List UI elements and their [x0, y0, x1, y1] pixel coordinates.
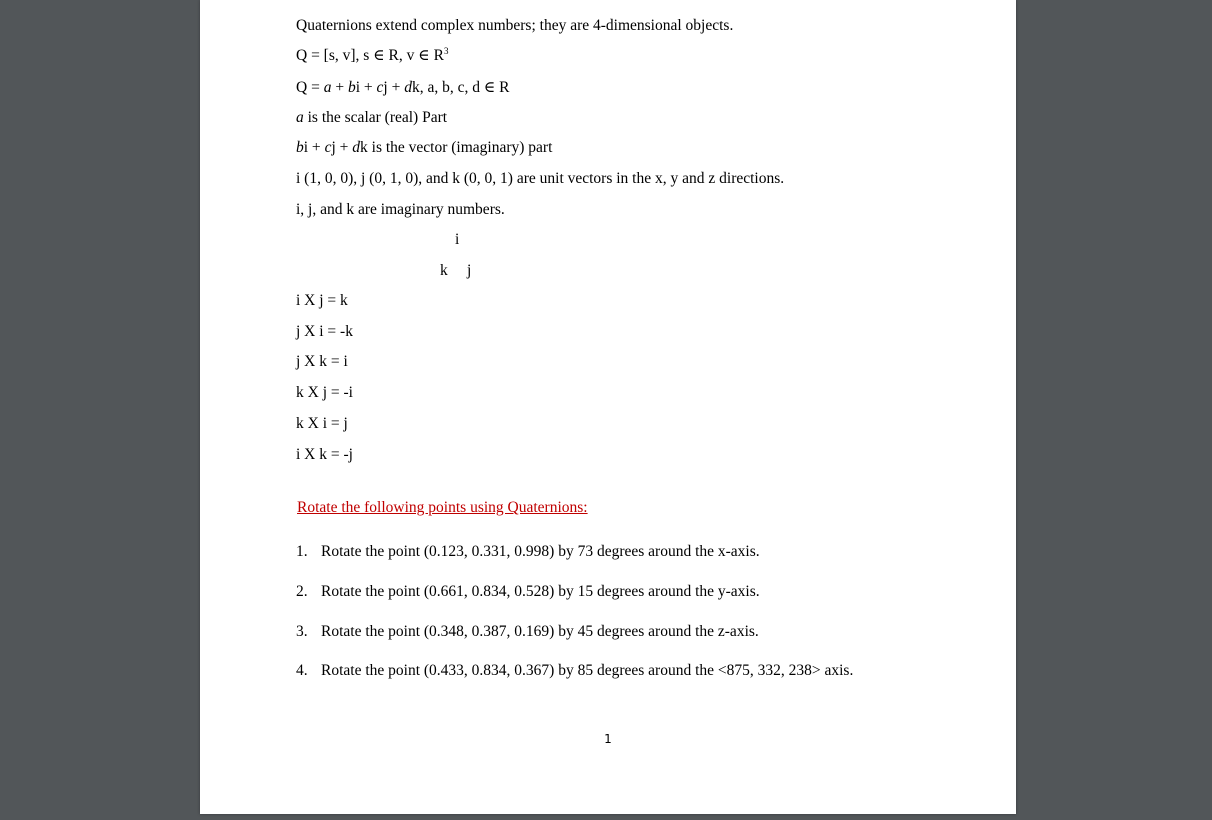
document-page [200, 0, 1016, 814]
scalar-part-text: a is the scalar (real) Part [296, 109, 448, 126]
task-item: 1. Rotate the point (0.123, 0.331, 0.998) by 73 degrees around the x-axis. [296, 543, 760, 560]
cross-product-line: i X k = -j [296, 446, 353, 463]
cross-product-line: j X k = i [296, 353, 348, 370]
task-heading: Rotate the following points using Quaternions: [297, 499, 588, 516]
cross-product-line: k X j = -i [296, 384, 353, 401]
imaginary-note: i, j, and k are imaginary numbers. [296, 201, 505, 218]
diagram-label-k: k [440, 262, 448, 279]
cross-product-line: j X i = -k [296, 323, 353, 340]
page-number: 1 [604, 732, 612, 746]
cross-product-line: k X i = j [296, 415, 348, 432]
task-item: 2. Rotate the point (0.661, 0.834, 0.528) by 15 degrees around the y-axis. [296, 583, 760, 600]
intro-text: Quaternions extend complex numbers; they are 4-dimensional objects. [296, 17, 734, 34]
quaternion-expansion: Q = a + bi + cj + dk, a, b, c, d ∈ R [296, 79, 510, 96]
task-item: 4. Rotate the point (0.433, 0.834, 0.367) by 85 degrees around the <875, 332, 238> axis. [296, 662, 854, 679]
diagram-label-i: i [455, 231, 460, 248]
diagram-label-j: j [467, 262, 472, 279]
task-item: 3. Rotate the point (0.348, 0.387, 0.169) by 45 degrees around the z-axis. [296, 623, 759, 640]
quaternion-definition: Q = [s, v], s ∈ R, v ∈ $R^3$ [296, 46, 449, 64]
vector-part-text: bi + cj + dk is the vector (imaginary) part [296, 139, 553, 156]
unit-vectors-text: i (1, 0, 0), j (0, 1, 0), and k (0, 0, 1) are unit vectors in the x, y and z directions. [296, 170, 785, 187]
cross-product-line: i X j = k [296, 292, 348, 309]
